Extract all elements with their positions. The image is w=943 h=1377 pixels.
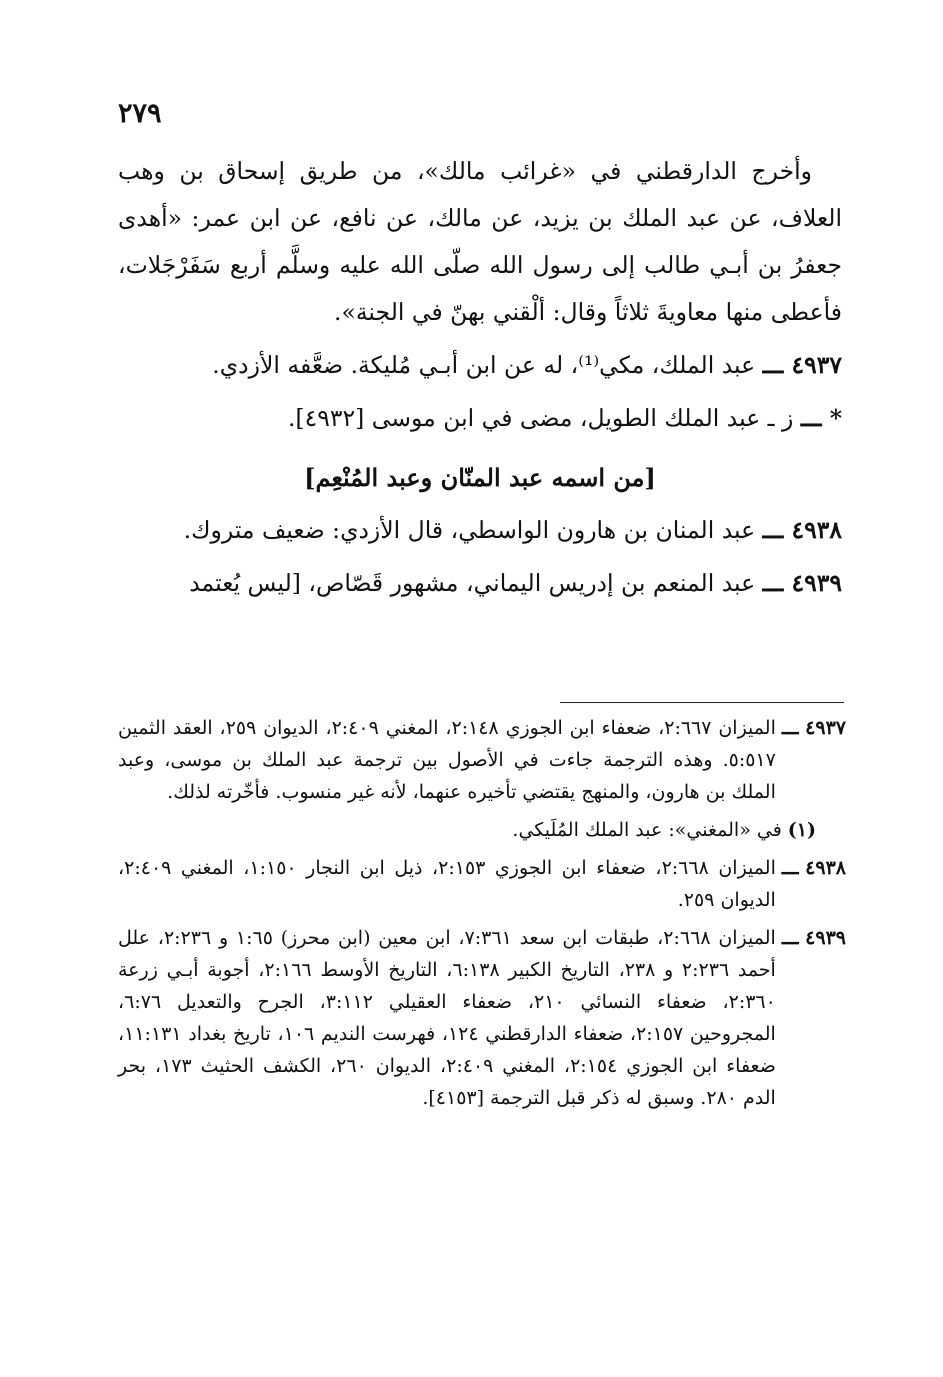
footnote-text: الميزان ٢:٦٦٨، ضعفاء ابن الجوزي ٢:١٥٣، ذيل ابن النجار ١:١٥٠، المغني ٢:٤٠٩، الديوان ٢٥٩. [118, 857, 776, 911]
footnote-text: في «المغني»: عبد الملك المُلَيكي. [512, 819, 782, 841]
footnote-divider [560, 702, 844, 703]
entry-cross-reference [118, 395, 842, 442]
intro-paragraph: وأخرج الدارقطني في «غرائب مالك»، من طريق إسحاق بن وهب العلاف، عن عبد الملك بن يزيد، عن مالك، عن نافع، عن ابن عمر: «أهدى جعفرُ بن أبـي طالب إلى رسول الله صلّى الله عليه وسلَّم أربع سَفَرْجَلات، فأعطى منها معاويةَ ثلاثاً وقال: ألْقني بهنّ في الجنة». [118, 157, 842, 326]
entry-number: * ـــ [800, 404, 842, 432]
entry-4937 [118, 342, 842, 389]
footnote-4939 [118, 922, 846, 1114]
entry-text: ز ـ عبد الملك الطويل، مضى في ابن موسى [٤٩٣٢]. [287, 404, 794, 432]
entry-number: ٤٩٣٧ ـــ [762, 351, 842, 379]
entry-number: ٤٩٣٩ ـــ [762, 569, 842, 597]
footnotes [118, 712, 846, 1120]
footnote-1 [118, 814, 846, 846]
footnote-number: ٤٩٣٨ ـــ [781, 857, 846, 879]
footnote-number: (١) [787, 819, 816, 841]
footnote-text: الميزان ٢:٦٦٧، ضعفاء ابن الجوزي ٢:١٤٨، المغني ٢:٤٠٩، الديوان ٢٥٩، العقد الثمين ٥:٥١٧. وهذه الترجمة جاءت في الأصول بين ترجمة عبد الملك بن موسى، وعبد الملك بن هارون، والمنهج يقتضي تأخيره عنهما، لأنه غير منسوب. فأخّرته لذلك. [118, 717, 776, 803]
footnote-4938 [118, 852, 846, 916]
page-number: ٢٧٩ [118, 98, 162, 129]
entry-text: عبد الملك، مكي⁽¹⁾، له عن ابن أبـي مُليكة. ضعَّفه الأزدي. [212, 351, 756, 379]
main-text [118, 148, 842, 607]
section-heading: [من اسمه عبد المنّان وعبد المُنْعِم] [304, 463, 656, 492]
footnote-number: ٤٩٣٧ ـــ [781, 717, 846, 739]
footnote-number: ٤٩٣٩ ـــ [781, 927, 846, 949]
entry-4939 [118, 560, 842, 607]
entry-text: عبد المنعم بن إدريس اليماني، مشهور قَصّاص، [ليس يُعتمد [189, 569, 756, 597]
entry-4938 [118, 507, 842, 554]
footnote-text: الميزان ٢:٦٦٨، طبقات ابن سعد ٧:٣٦١، ابن معين (ابن محرز) ١:٦٥ و ٢:٢٣٦، علل أحمد ٢:٢٣٦ و ٢٣٨، التاريخ الكبير ٦:١٣٨، التاريخ الأوسط ٢:١٦٦، أجوبة أبـي زرعة ٢:٣٦٠، ضعفاء النسائي ٢١٠، ضعفاء العقيلي ٣:١١٢، الجرح والتعديل ٦:٧٦، المجروحين ٢:١٥٧، ضعفاء الدارقطني ١٢٤، فهرست النديم ١٠٦، تاريخ بغداد ١١:١٣١، ضعفاء ابن الجوزي ٢:١٥٤، المغني ٢:٤٠٩، الديوان ٢٦٠، الكشف الحثيث ١٧٣، بحر الدم ٢٨٠. وسبق له ذكر قبل الترجمة [٤١٥٣]. [118, 927, 776, 1109]
footnote-4937 [118, 712, 846, 808]
entry-text: عبد المنان بن هارون الواسطي، قال الأزدي: ضعيف متروك. [183, 516, 756, 544]
entry-number: ٤٩٣٨ ـــ [762, 516, 842, 544]
